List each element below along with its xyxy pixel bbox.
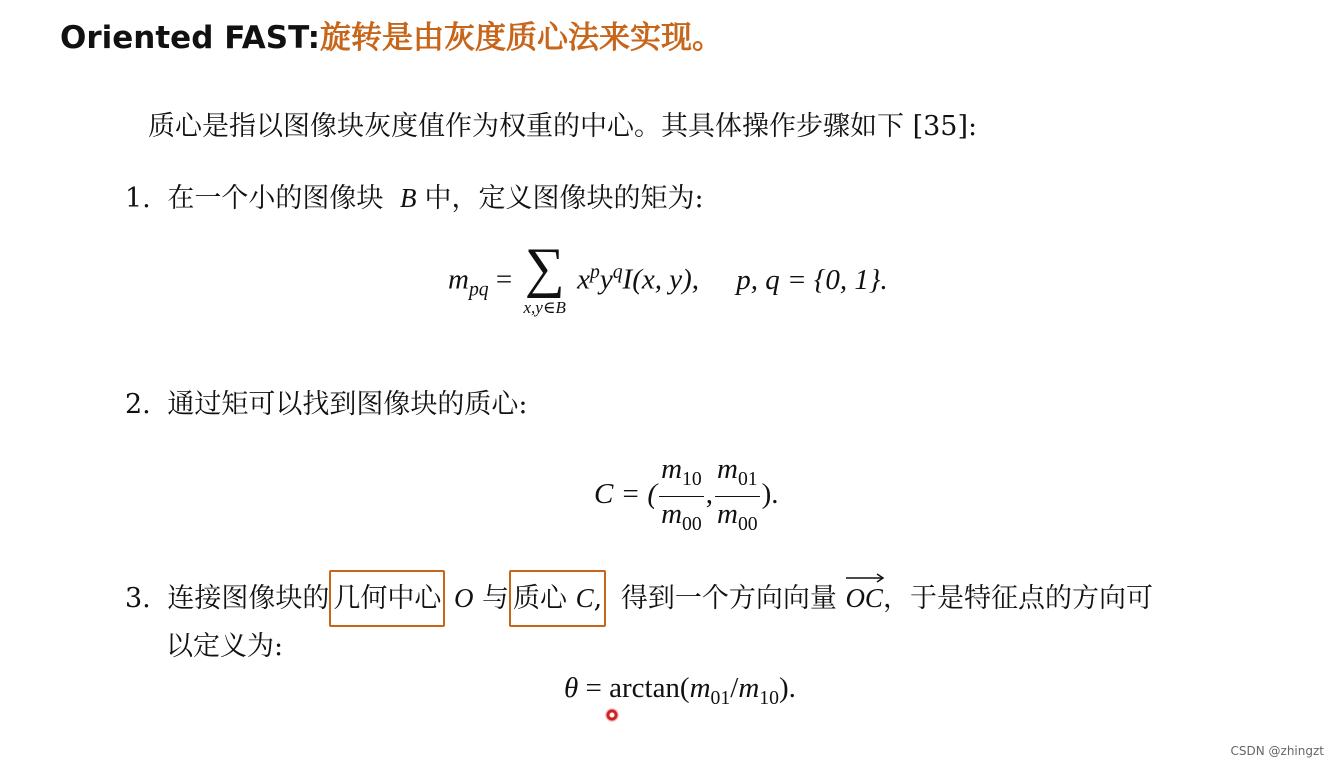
angle-end: ). (778, 672, 796, 704)
angle-m2-sub: 10 (759, 686, 779, 709)
centroid-end: ). (761, 478, 779, 511)
moment-lhs: m (448, 263, 469, 296)
step-3-var-o: O (453, 583, 474, 613)
frac1-den: m (661, 497, 683, 530)
summation-range: x,y∈B (523, 298, 566, 317)
angle-m1-sub: 01 (710, 686, 731, 709)
step-3-var-c: C (575, 583, 594, 613)
fraction-m01-m00 (715, 452, 760, 541)
angle-equation (564, 672, 796, 710)
angle-slash: / (730, 672, 739, 704)
fraction-m10-m00 (659, 452, 704, 541)
angle-m2: m (738, 672, 760, 704)
step-2-text: 通过矩可以找到图像块的质心: (167, 389, 528, 420)
centroid-label: 质心 (513, 583, 568, 614)
geometric-center-label: 几何中心 (333, 583, 442, 614)
vector-oc-label: OC (845, 583, 883, 613)
vector-arrow-icon (845, 573, 885, 583)
step-2-number: 2. (125, 389, 151, 420)
annotation-box-centroid (509, 570, 606, 627)
title-highlight: 旋转是由灰度质心法来实现。 (319, 20, 723, 56)
title-prefix: Oriented FAST: (60, 20, 320, 56)
frac1-num: m (661, 453, 683, 485)
summation (523, 237, 566, 318)
step-3-number: 3. (125, 583, 151, 614)
step-2 (125, 382, 527, 421)
step-1-text-after: 中，定义图像块的矩为: (424, 183, 704, 214)
moment-intensity: I(x, y), (622, 263, 700, 296)
moment-q: q (612, 260, 623, 283)
sigma-symbol: ∑ (524, 237, 565, 299)
step-3-mid: 与 (482, 583, 510, 614)
step-3-text-after: 得到一个方向向量 (620, 583, 837, 614)
slide-title (60, 12, 723, 57)
step-1-number: 1. (125, 183, 151, 214)
angle-m1: m (689, 672, 711, 704)
centroid-equation (594, 452, 779, 541)
moment-p: p (589, 260, 600, 283)
moment-y: y (599, 263, 613, 296)
frac2-den-sub: 00 (737, 512, 758, 535)
step-3 (125, 576, 1153, 621)
laser-pointer-icon (605, 708, 619, 722)
watermark: CSDN @zhingzt (1230, 744, 1324, 758)
annotation-box-geometric-center (329, 570, 445, 627)
vector-oc (845, 583, 883, 614)
frac2-num: m (716, 453, 738, 485)
step-3-comma: , (593, 583, 603, 614)
centroid-sep: , (705, 478, 713, 511)
angle-theta: θ (564, 672, 579, 704)
step-3-text-end: ，于是特征点的方向可 (882, 583, 1153, 614)
frac1-den-sub: 00 (682, 512, 702, 535)
frac1-num-sub: 10 (682, 467, 702, 490)
frac2-den: m (716, 497, 738, 530)
intro-text: 质心是指以图像块灰度值作为权重的中心。其具体操作步骤如下 [35]: (148, 111, 978, 142)
centroid-lhs: C = ( (594, 478, 658, 511)
moment-equation: $m_{pq}$ = ∑ x,y∈B $x^py^qI(x$, y), p, q = {0, 1}. (448, 237, 888, 317)
moment-lhs-sub: pq (468, 278, 489, 301)
moment-condition: p, q = {0, 1}. (736, 263, 888, 296)
frac2-num-sub: 01 (737, 467, 758, 490)
step-1 (125, 176, 704, 215)
step-1-var-b: B (399, 183, 417, 213)
moment-x: x (577, 263, 590, 296)
step-3-line-2: 以定义为: (166, 631, 284, 662)
step-3-text-before: 连接图像块的 (167, 583, 330, 614)
angle-arctan: = arctan( (585, 672, 690, 704)
step-1-text-before: 在一个小的图像块 (167, 183, 384, 214)
